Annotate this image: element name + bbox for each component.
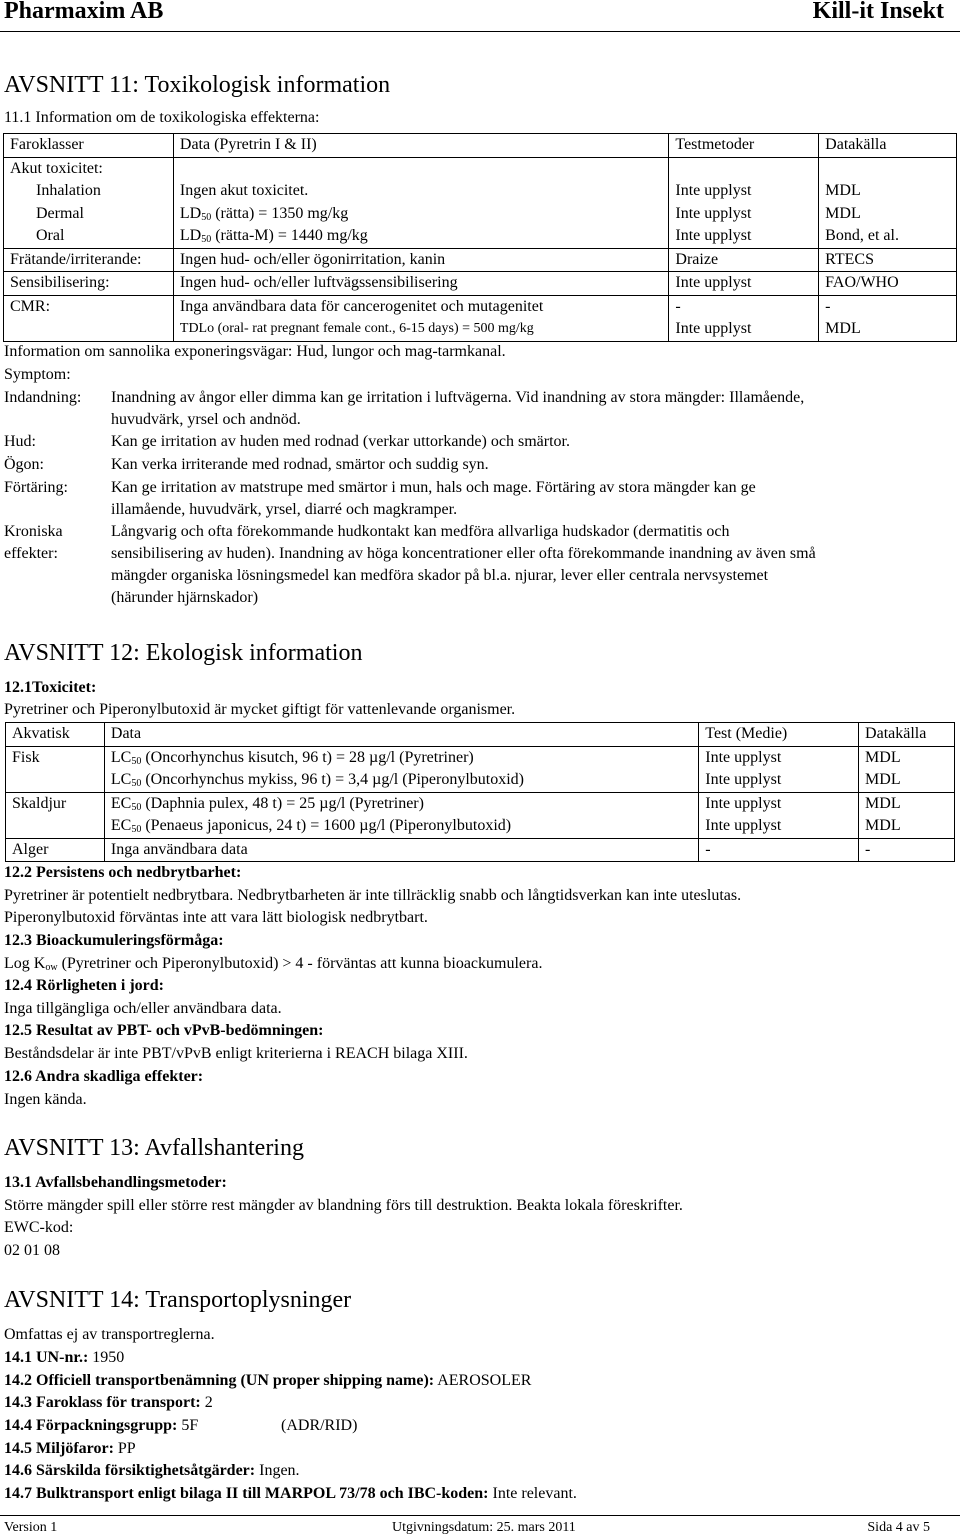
row-test: - bbox=[699, 838, 859, 862]
row-source: FAO/WHO bbox=[819, 272, 957, 296]
ecotox-table bbox=[5, 722, 955, 862]
transport-item: 14.6 Särskilda försiktighetsåtgärder: Ingen. bbox=[4, 1462, 300, 1479]
persistence-text: Pyretriner är potentielt nedbrytbara. Nedbrytbarheten är inte tillräcklig snabb och långtidsverkan kan inte uteslutas. bbox=[4, 887, 742, 904]
row-data: $EC_{50}$ (Daphnia pulex, 48 t) = 25 µg/l (Pyretriner) bbox=[110, 794, 424, 813]
other-effects-text: Ingen kända. bbox=[4, 1091, 87, 1108]
row-source: - bbox=[859, 838, 955, 862]
table-row bbox=[4, 248, 957, 272]
transport-intro: Omfattas ej av transportreglerna. bbox=[4, 1326, 215, 1343]
table-header-row bbox=[6, 723, 955, 747]
row-test: Inte upplyst bbox=[705, 748, 782, 766]
product-name: Kill-it Insekt bbox=[812, 0, 944, 24]
row-source: Bond, et al. bbox=[825, 227, 899, 244]
section-12-4-heading: 12.4 Rörligheten i jord: bbox=[4, 977, 164, 994]
section-12-title: AVSNITT 12: Ekologisk information bbox=[4, 640, 363, 666]
row-source: - bbox=[825, 297, 831, 315]
section-14-title: AVSNITT 14: Transportoplysninger bbox=[4, 1287, 352, 1313]
table-row bbox=[4, 295, 957, 341]
mobility-text: Inga tillgängliga och/eller användbara data. bbox=[4, 1000, 282, 1017]
section-12-2-heading: 12.2 Persistens och nedbrytbarhet: bbox=[4, 864, 242, 881]
row-data: $LD_{50}$ (rätta-M) = 1440 mg/kg bbox=[179, 227, 368, 245]
table-header-row bbox=[4, 134, 957, 158]
table-row bbox=[6, 838, 955, 862]
row-data: Ingen hud- och/eller ögonirritation, kanin bbox=[173, 248, 669, 272]
transport-item: 14.4 Förpackningsgrupp: 5F bbox=[4, 1417, 199, 1434]
row-source: MDL bbox=[825, 204, 861, 222]
section-13-1-heading: 13.1 Avfallsbehandlingsmetoder: bbox=[4, 1174, 227, 1191]
footer-page: Sida 4 av 5 bbox=[867, 1520, 930, 1535]
section-11-title: AVSNITT 11: Toxikologisk information bbox=[4, 72, 391, 98]
table-row bbox=[4, 272, 957, 296]
row-test: Inte upplyst bbox=[675, 227, 752, 244]
row-source: MDL bbox=[865, 748, 901, 766]
section-11-1-heading: 11.1 Information om de toxikologiska effekterna: bbox=[4, 109, 320, 126]
row-data: Ingen akut toxicitet. bbox=[179, 182, 309, 199]
footer-date: Utgivningsdatum: 25. mars 2011 bbox=[392, 1520, 576, 1535]
pbt-text: Beståndsdelar är inte PBT/vPvB enligt kriterierna i REACH bilaga XIII. bbox=[4, 1045, 468, 1062]
row-key: Skaldjur bbox=[6, 792, 105, 838]
ewc-label: EWC-kod: bbox=[4, 1219, 74, 1236]
header-divider bbox=[0, 31, 960, 32]
col-header: Data (Pyretrin I & II) bbox=[173, 134, 669, 158]
row-test: - bbox=[675, 297, 681, 315]
symptom-text: Kan ge irritation av matstrupe med smärtor i mun, hals och mage. Förtäring av stora mängder kan ge bbox=[111, 479, 756, 496]
table-row bbox=[6, 746, 955, 792]
row-source: MDL bbox=[865, 817, 901, 834]
footer-version: Version 1 bbox=[4, 1520, 58, 1535]
ewc-code: 02 01 08 bbox=[4, 1242, 60, 1259]
transport-item: 14.1 UN-nr.: 1950 bbox=[4, 1349, 125, 1366]
row-data: TDLo (oral- rat pregnant female cont., 6-15 days) = 500 mg/kg bbox=[179, 321, 534, 336]
row-test: Inte upplyst bbox=[705, 817, 782, 834]
row-test: Inte upplyst bbox=[705, 794, 782, 812]
footer-divider bbox=[0, 1515, 960, 1516]
chronic-label: Kroniska bbox=[4, 523, 63, 540]
table-row bbox=[4, 157, 957, 248]
symptom-heading: Symptom: bbox=[4, 366, 71, 383]
row-data: $LC_{50}$ (Oncorhynchus kisutch, 96 t) = 28 µg/l (Pyretriner) bbox=[110, 748, 474, 767]
transport-item-extra: (ADR/RID) bbox=[281, 1417, 358, 1434]
chronic-label: effekter: bbox=[4, 545, 58, 562]
row-data: $LC_{50}$ (Oncorhynchus mykiss, 96 t) = 3,4 µg/l (Piperonylbutoxid) bbox=[110, 771, 524, 789]
row-data: Inga användbara data för cancerogenitet och mutagenitet bbox=[179, 297, 544, 315]
akut-label: Akut toxicitet: bbox=[10, 159, 103, 177]
row-source: MDL bbox=[865, 771, 901, 788]
section-12-3-heading: 12.3 Bioackumuleringsförmåga: bbox=[4, 932, 224, 949]
row-key: Frätande/irriterande: bbox=[4, 248, 174, 272]
transport-item: 14.3 Faroklass för transport: 2 bbox=[4, 1394, 213, 1411]
symptom-text: Inandning av ångor eller dimma kan ge irritation i luftvägerna. Vid inandning av stora mängder: Illamående, bbox=[111, 389, 805, 406]
row-source: MDL bbox=[865, 794, 901, 812]
symptom-label: Ögon: bbox=[4, 456, 44, 473]
section-12-1-heading: 12.1Toxicitet: bbox=[4, 679, 97, 696]
col-header: Data bbox=[104, 723, 698, 747]
chronic-text: sensibilisering av huden). Inandning av höga koncentrationer eller ofta förekommande inandning av även små bbox=[111, 545, 816, 562]
symptom-text: Kan verka irriterande med rodnad, smärtor och suddig syn. bbox=[111, 456, 489, 473]
symptom-text: Kan ge irritation av huden med rodnad (verkar uttorkande) och smärtor. bbox=[111, 433, 570, 450]
row-test: Inte upplyst bbox=[705, 771, 782, 788]
chronic-text: (härunder hjärnskador) bbox=[111, 589, 259, 606]
row-source: MDL bbox=[825, 182, 861, 199]
col-header: Datakälla bbox=[819, 134, 957, 158]
col-header: Akvatisk bbox=[6, 723, 105, 747]
symptom-label: Förtäring: bbox=[4, 479, 68, 496]
symptom-label: Hud: bbox=[4, 433, 36, 450]
waste-text: Större mängder spill eller större rest mängder av blandning förs till destruktion. Beakta lokala föreskrifter. bbox=[4, 1197, 683, 1214]
toxicology-table bbox=[3, 133, 957, 342]
bioaccumulation-text: Log $K_{ow}$ (Pyretriner och Piperonylbutoxid) > 4 - förväntas att kunna bioackumulera. bbox=[4, 955, 543, 973]
row-key: Fisk bbox=[6, 746, 105, 792]
section-12-6-heading: 12.6 Andra skadliga effekter: bbox=[4, 1068, 204, 1085]
row-key: Inhalation bbox=[36, 182, 101, 199]
section-13-title: AVSNITT 13: Avfallshantering bbox=[4, 1135, 304, 1161]
row-data: $EC_{50}$ (Penaeus japonicus, 24 t) = 1600 µg/l (Piperonylbutoxid) bbox=[110, 817, 512, 835]
row-test: Inte upplyst bbox=[675, 320, 752, 337]
row-test: Inte upplyst bbox=[669, 272, 819, 296]
symptom-text: illamående, huvudvärk, yrsel, diarré och magkramper. bbox=[111, 501, 458, 518]
col-header: Datakälla bbox=[859, 723, 955, 747]
col-header: Test (Medie) bbox=[699, 723, 859, 747]
chronic-text: mängder organiska lösningsmedel kan medföra skador på bl.a. njurar, lever eller centrala nervsystemet bbox=[111, 567, 769, 584]
row-key: Oral bbox=[36, 227, 65, 244]
toxicity-intro: Pyretriner och Piperonylbutoxid är mycket giftigt för vattenlevande organismer. bbox=[4, 701, 516, 718]
company-name: Pharmaxim AB bbox=[4, 0, 164, 24]
chronic-text: Långvarig och ofta förekommande hudkontakt kan medföra allvarliga hudskador (dermatitis och bbox=[111, 523, 730, 540]
symptom-text: huvudvärk, yrsel och andnöd. bbox=[111, 411, 301, 428]
section-12-5-heading: 12.5 Resultat av PBT- och vPvB-bedömningen: bbox=[4, 1022, 324, 1039]
transport-item: 14.7 Bulktransport enligt bilaga II till MARPOL 73/78 och IBC-koden: Inte relevant. bbox=[4, 1485, 577, 1502]
row-data: $LD_{50}$ (rätta) = 1350 mg/kg bbox=[179, 204, 349, 223]
row-data: Ingen hud- och/eller luftvägssensibilisering bbox=[173, 272, 669, 296]
col-header: Testmetoder bbox=[669, 134, 819, 158]
row-key: Sensibilisering: bbox=[4, 272, 174, 296]
persistence-text: Piperonylbutoxid förväntas inte att vara lätt biologisk nedbrytbart. bbox=[4, 909, 428, 926]
row-data: Inga användbara data bbox=[104, 838, 698, 862]
exposure-routes: Information om sannolika exponeringsvägar: Hud, lungor och mag-tarmkanal. bbox=[4, 343, 506, 360]
transport-item: 14.2 Officiell transportbenämning (UN proper shipping name): AEROSOLER bbox=[4, 1372, 532, 1389]
row-source: MDL bbox=[825, 320, 861, 337]
row-test: Inte upplyst bbox=[675, 204, 752, 222]
row-test: Inte upplyst bbox=[675, 182, 752, 199]
transport-item: 14.5 Miljöfaror: PP bbox=[4, 1440, 136, 1457]
table-row bbox=[6, 792, 955, 838]
row-source: RTECS bbox=[819, 248, 957, 272]
col-header: Faroklasser bbox=[4, 134, 174, 158]
row-key: Dermal bbox=[36, 204, 84, 222]
row-key: CMR: bbox=[4, 295, 174, 341]
symptom-label: Indandning: bbox=[4, 389, 82, 406]
row-key: Alger bbox=[6, 838, 105, 862]
row-test: Draize bbox=[669, 248, 819, 272]
